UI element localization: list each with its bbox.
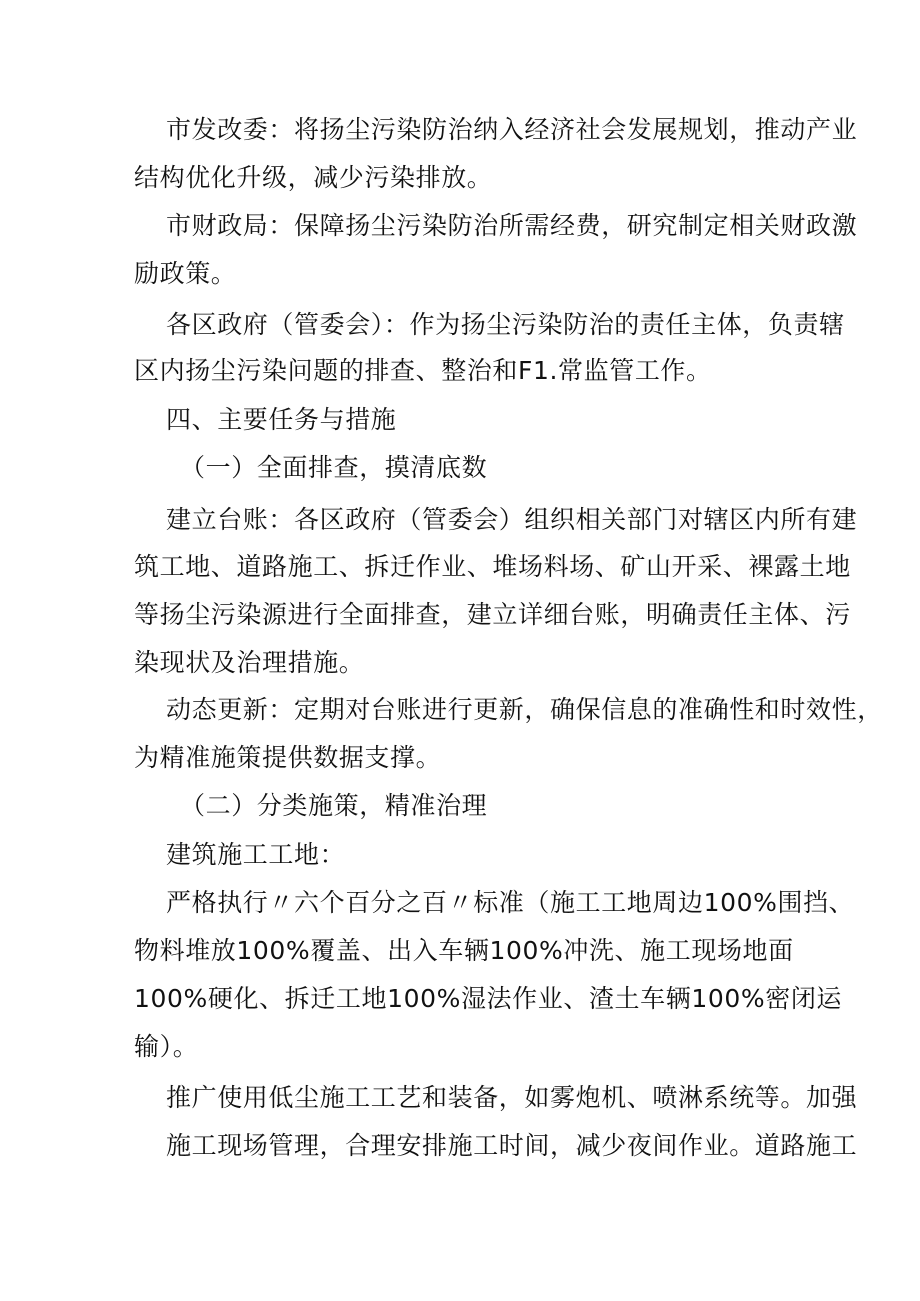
- body-text-line: 物料堆放100%覆盖、出入车辆100%冲洗、施工现场地面: [134, 936, 794, 965]
- body-text-line: 施工现场管理，合理安排施工时间，减少夜间作业。道路施工: [166, 1131, 858, 1160]
- body-text-line: 市发改委：将扬尘污染防治纳入经济社会发展规划，推动产业: [166, 115, 858, 144]
- body-text-line: 区内扬尘污染问题的排查、整治和F1.常监管工作。: [134, 356, 712, 385]
- section-heading: 四、主要任务与措施: [166, 405, 397, 434]
- body-text-line: 动态更新：定期对台账进行更新，确保信息的准确性和时效性，: [166, 695, 883, 724]
- body-text-line: 结构优化升级，减少污染排放。: [134, 163, 493, 192]
- subsection-heading: （二）分类施策，精准治理: [180, 791, 488, 820]
- body-text-line: 输）。: [134, 1032, 199, 1061]
- body-text-line: 为精准施策提供数据支撑。: [134, 743, 442, 772]
- body-text-line: 筑工地、道路施工、拆迁作业、堆场料场、矿山开采、裸露土地: [134, 552, 851, 581]
- body-text-line: 染现状及治理措施。: [134, 648, 365, 677]
- body-text-line: 建立台账：各区政府（管委会）组织相关部门对辖区内所有建: [166, 505, 858, 534]
- body-text-line: 100%硬化、拆迁工地100%湿法作业、渣土车辆100%密闭运: [134, 984, 843, 1013]
- body-text-line: 推广使用低尘施工工艺和装备，如雾炮机、喷淋系统等。加强: [166, 1083, 858, 1112]
- body-text-line: 各区政府（管委会）：作为扬尘污染防治的责任主体，负责辖: [166, 310, 845, 339]
- subsection-heading: （一）全面排查，摸清底数: [180, 453, 488, 482]
- body-text-line: 建筑施工工地：: [166, 840, 346, 869]
- body-text-line: 严格执行〃六个百分之百〃标准（施工工地周边100%围挡、: [166, 888, 855, 917]
- body-text-line: 市财政局：保障扬尘污染防治所需经费，研究制定相关财政激: [166, 211, 858, 240]
- body-text-line: 等扬尘污染源进行全面排查，建立详细台账，明确责任主体、污: [134, 600, 851, 629]
- body-text-line: 励政策。: [134, 259, 237, 288]
